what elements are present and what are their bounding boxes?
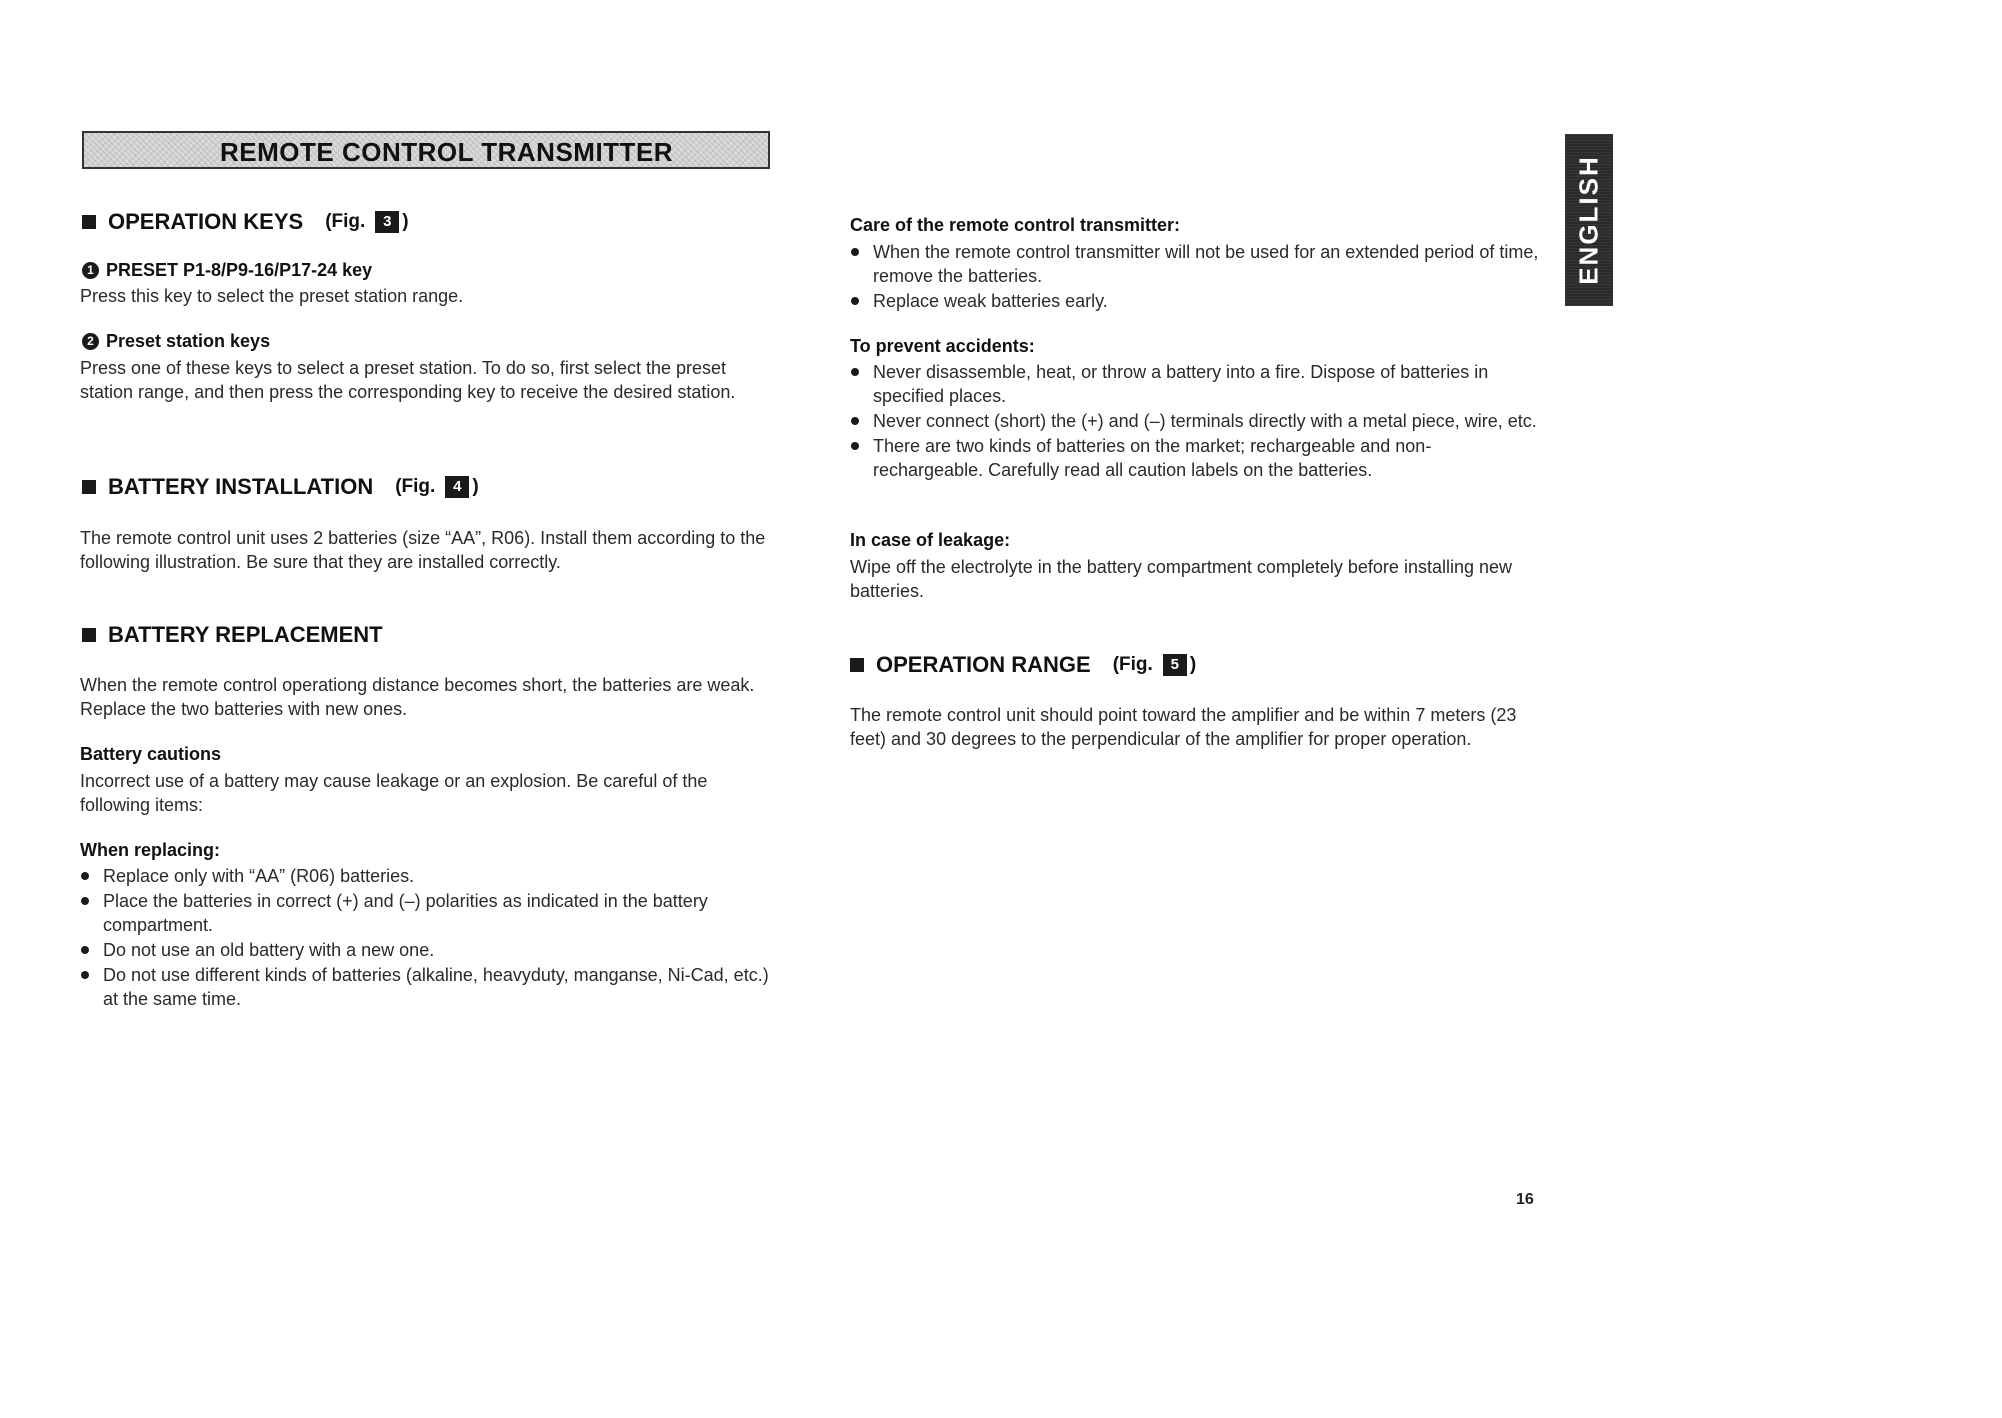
list-item: Replace weak batteries early.	[850, 289, 1540, 313]
prevent-accidents-list	[850, 360, 1540, 483]
fig-reference	[1113, 654, 1196, 676]
leakage-text: Wipe off the electrolyte in the battery compartment completely before installing new batteries.	[850, 557, 1513, 601]
operation-keys-title: OPERATION KEYS	[108, 209, 304, 234]
battery-replacement-title: BATTERY REPLACEMENT	[108, 622, 383, 647]
list-item: Never connect (short) the (+) and (–) terminals directly with a metal piece, wire, etc.	[850, 409, 1540, 433]
list-item: Replace only with “AA” (R06) batteries.	[80, 864, 780, 888]
list-item: Do not use different kinds of batteries (alkaline, heavyduty, manganse, Ni-Cad, etc.) at the same time.	[80, 963, 780, 1011]
preset-station-keys-title: Preset station keys	[106, 331, 271, 351]
banner-title: REMOTE CONTROL TRANSMITTER	[220, 137, 674, 167]
fig-label: (Fig.	[325, 211, 366, 232]
list-item: Do not use an old battery with a new one.	[80, 938, 780, 962]
square-bullet-icon	[850, 658, 864, 672]
page-number: 16	[1516, 1191, 1534, 1208]
number-2-icon: 2	[82, 333, 99, 350]
operation-range-heading	[850, 652, 1196, 678]
square-bullet-icon	[82, 628, 96, 642]
leakage-heading: In case of leakage:	[850, 530, 1011, 550]
number-1-icon: 1	[82, 262, 99, 279]
preset-key-title: PRESET P1-8/P9-16/P17-24 key	[106, 260, 373, 280]
care-list	[850, 240, 1540, 314]
care-heading: Care of the remote control transmitter:	[850, 215, 1181, 235]
language-tab-label: ENGLISH	[1573, 155, 1604, 285]
battery-replacement-heading	[82, 622, 383, 648]
square-bullet-icon	[82, 215, 96, 229]
fig-reference	[395, 476, 478, 498]
preset-key-heading	[82, 260, 372, 281]
fig-reference	[325, 211, 408, 233]
list-item: Never disassemble, heat, or throw a battery into a fire. Dispose of batteries in specified places.	[850, 360, 1540, 408]
fig-number-badge: 4	[445, 476, 469, 498]
fig-close: )	[472, 476, 479, 497]
preset-station-keys-heading	[82, 331, 270, 352]
list-item: Place the batteries in correct (+) and (–) polarities as indicated in the battery compartment.	[80, 889, 780, 937]
battery-cautions-text: Incorrect use of a battery may cause leakage or an explosion. Be careful of the following items:	[80, 771, 708, 815]
battery-installation-text: The remote control unit uses 2 batteries (size “AA”, R06). Install them according to the following illustration. Be sure that they are installed correctly.	[80, 528, 766, 572]
list-item: When the remote control transmitter will not be used for an extended period of time, remove the batteries.	[850, 240, 1540, 288]
section-banner	[82, 131, 770, 169]
fig-number-badge: 3	[375, 211, 399, 233]
list-item: There are two kinds of batteries on the market; rechargeable and non-rechargeable. Carefully read all caution labels on the batteries.	[850, 434, 1540, 482]
when-replacing-list	[80, 864, 780, 1012]
preset-station-keys-text: Press one of these keys to select a preset station. To do so, first select the preset station range, and then press the corresponding key to receive the desired station.	[80, 358, 736, 402]
preset-key-text: Press this key to select the preset station range.	[80, 286, 464, 306]
battery-replacement-text: When the remote control operationg distance becomes short, the batteries are weak. Replace the two batteries with new ones.	[80, 675, 755, 719]
language-tab	[1565, 134, 1613, 306]
fig-close: )	[402, 211, 409, 232]
when-replacing-heading: When replacing:	[80, 840, 221, 860]
fig-label: (Fig.	[395, 476, 436, 497]
fig-label: (Fig.	[1112, 654, 1153, 675]
operation-keys-heading	[82, 209, 409, 235]
battery-installation-title: BATTERY INSTALLATION	[108, 474, 374, 499]
fig-number-badge: 5	[1163, 654, 1187, 676]
fig-close: )	[1189, 654, 1197, 675]
operation-range-text: The remote control unit should point toward the amplifier and be within 7 meters (23 feet) and 30 degrees to the perpendicular of the amplifier for proper operation.	[850, 705, 1517, 749]
square-bullet-icon	[82, 480, 96, 494]
battery-cautions-heading: Battery cautions	[80, 744, 222, 764]
operation-range-title: OPERATION RANGE	[876, 652, 1091, 677]
prevent-accidents-heading: To prevent accidents:	[850, 336, 1035, 356]
battery-installation-heading	[82, 474, 479, 500]
